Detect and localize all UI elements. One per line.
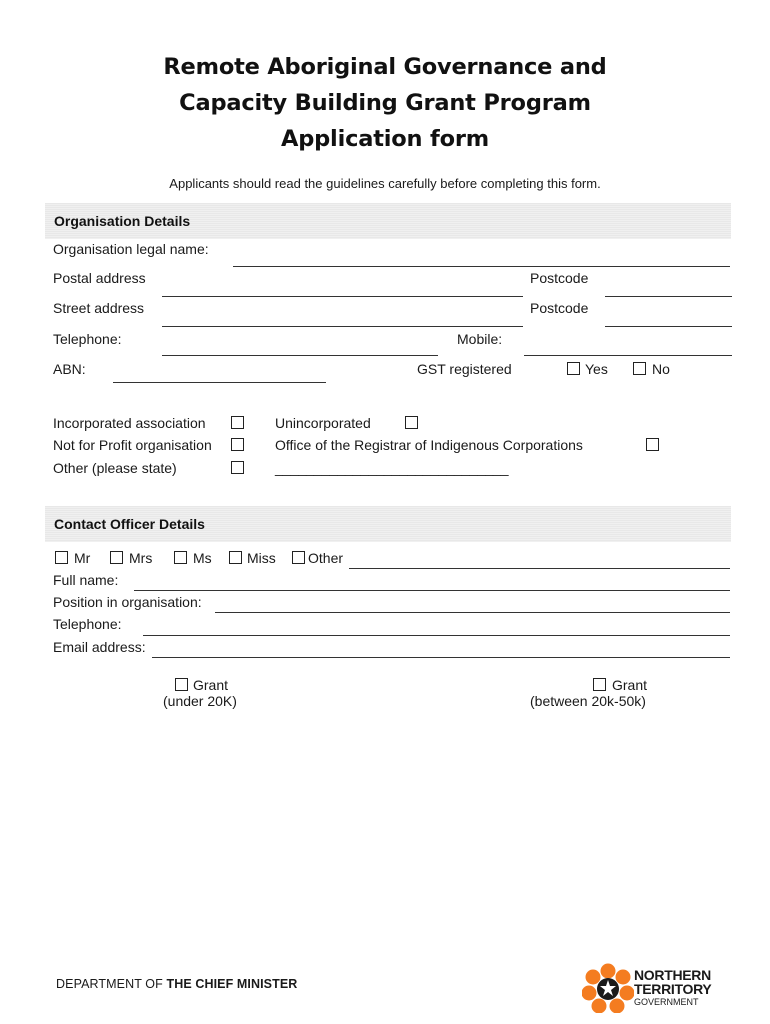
street-postcode-field[interactable]: [605, 326, 732, 327]
full-name-field[interactable]: [134, 590, 730, 591]
nt-government-logo: [582, 963, 722, 1013]
grant-under-20k-range: (under 20K): [163, 693, 237, 709]
legal-name-field[interactable]: [233, 266, 730, 267]
title-miss-label: Miss: [247, 550, 276, 566]
other-please-state-checkbox[interactable]: [231, 461, 244, 474]
incorporated-association-checkbox[interactable]: [231, 416, 244, 429]
title-ms-label: Ms: [193, 550, 212, 566]
street-postcode-label: Postcode: [530, 300, 589, 316]
intro-text: Applicants should read the guidelines carefully before completing this form.: [169, 176, 601, 191]
organisation-details-header: [45, 203, 731, 239]
abn-label: ABN:: [53, 361, 86, 377]
unincorporated-checkbox[interactable]: [405, 416, 418, 429]
title-ms-checkbox[interactable]: [174, 551, 187, 564]
title-mr-label: Mr: [74, 550, 91, 566]
other-please-state-field[interactable]: ______________________________: [275, 460, 509, 476]
postal-postcode-label: Postcode: [530, 270, 589, 286]
contact-telephone-label: Telephone:: [53, 616, 122, 632]
logo-text-government: GOVERNMENT: [634, 997, 699, 1007]
form-title-line-1: Remote Aboriginal Governance and: [163, 54, 607, 80]
not-for-profit-label: Not for Profit organisation: [53, 437, 212, 453]
postal-address-label: Postal address: [53, 270, 146, 286]
department-prefix: DEPARTMENT OF: [56, 977, 163, 991]
gst-registered-label: GST registered: [417, 361, 512, 377]
organisation-details-heading: Organisation Details: [54, 213, 191, 229]
gst-no-label: No: [652, 361, 670, 377]
title-other-field[interactable]: [349, 568, 730, 569]
not-for-profit-checkbox[interactable]: [231, 438, 244, 451]
grant-20k-50k-label: Grant: [612, 677, 648, 693]
telephone-field[interactable]: [162, 355, 438, 356]
title-mrs-checkbox[interactable]: [110, 551, 123, 564]
grant-under-20k-checkbox[interactable]: [175, 678, 188, 691]
email-field[interactable]: [152, 657, 730, 658]
grant-20k-50k-range: (between 20k-50k): [530, 693, 646, 709]
position-field[interactable]: [215, 612, 730, 613]
title-other-label: Other: [308, 550, 344, 566]
other-please-state-label: Other (please state): [53, 460, 177, 476]
title-mr-checkbox[interactable]: [55, 551, 68, 564]
postal-address-field[interactable]: [162, 296, 523, 297]
title-mrs-label: Mrs: [129, 550, 153, 566]
registrar-checkbox[interactable]: [646, 438, 659, 451]
legal-name-label: Organisation legal name:: [53, 241, 209, 257]
registrar-label: Office of the Registrar of Indigenous Corporations: [275, 437, 583, 453]
department-footer: [56, 977, 297, 991]
gst-no-checkbox[interactable]: [633, 362, 646, 375]
form-title-line-3: Application form: [281, 126, 489, 152]
incorporated-association-label: Incorporated association: [53, 415, 206, 431]
grant-20k-50k-checkbox[interactable]: [593, 678, 606, 691]
gst-yes-checkbox[interactable]: [567, 362, 580, 375]
full-name-label: Full name:: [53, 572, 119, 588]
contact-officer-header: [45, 506, 731, 542]
department-name: THE CHIEF MINISTER: [166, 977, 298, 991]
title-miss-checkbox[interactable]: [229, 551, 242, 564]
unincorporated-label: Unincorporated: [275, 415, 371, 431]
logo-text-territory: TERRITORY: [634, 981, 712, 997]
street-address-label: Street address: [53, 300, 145, 316]
telephone-label: Telephone:: [53, 331, 122, 347]
abn-field[interactable]: [113, 382, 326, 383]
email-label: Email address:: [53, 639, 146, 655]
gst-yes-label: Yes: [585, 361, 608, 377]
logo-text-northern: NORTHERN: [634, 967, 711, 983]
postal-postcode-field[interactable]: [605, 296, 732, 297]
mobile-label: Mobile:: [457, 331, 503, 347]
grant-under-20k-label: Grant: [193, 677, 229, 693]
contact-telephone-field[interactable]: [143, 635, 730, 636]
street-address-field[interactable]: [162, 326, 523, 327]
form-title-line-2: Capacity Building Grant Program: [179, 90, 591, 116]
contact-officer-heading: Contact Officer Details: [54, 516, 205, 532]
position-label: Position in organisation:: [53, 594, 202, 610]
title-other-checkbox[interactable]: [292, 551, 305, 564]
mobile-field[interactable]: [524, 355, 732, 356]
nt-flower-icon: [582, 963, 634, 1013]
